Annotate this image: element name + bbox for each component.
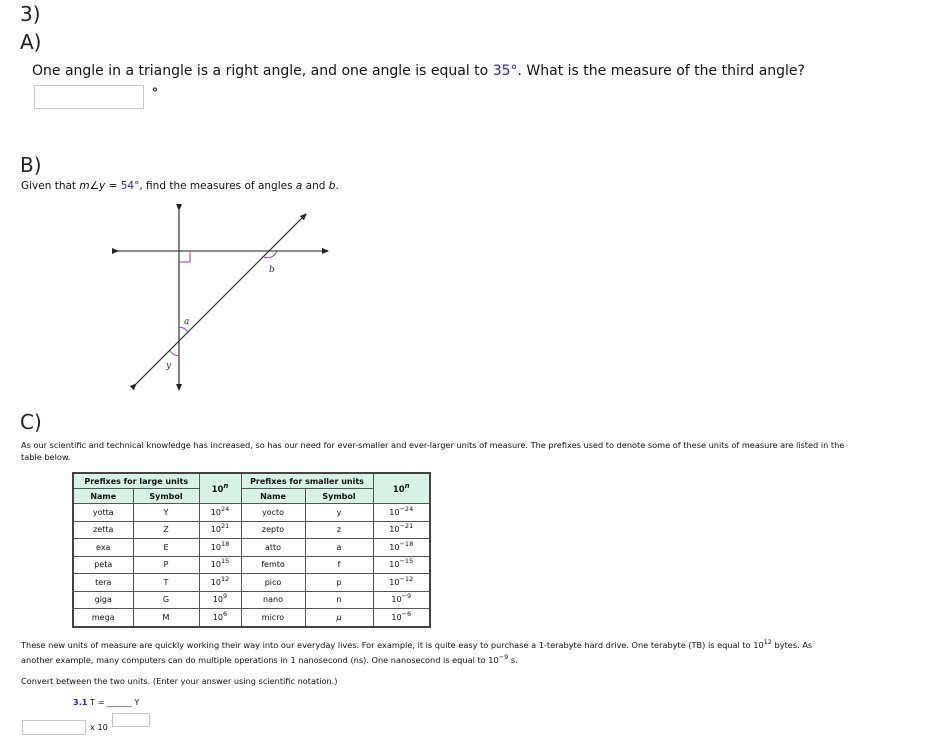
small-symbol: p bbox=[305, 574, 373, 592]
part-b-prompt bbox=[21, 180, 339, 192]
prompt-text: and bbox=[302, 180, 329, 192]
to-unit: Y bbox=[131, 697, 140, 707]
large-name: zetta bbox=[73, 521, 133, 539]
small-units-header: Prefixes for smaller units bbox=[241, 473, 373, 489]
table-row bbox=[73, 609, 430, 627]
small-name: zepto bbox=[241, 521, 305, 539]
small-power: $10^{-24}$ bbox=[373, 504, 430, 522]
para-text: s. bbox=[508, 655, 518, 665]
var-a: a bbox=[295, 180, 303, 192]
large-power: $10^{12}$ bbox=[199, 574, 241, 592]
large-name: exa bbox=[73, 539, 133, 557]
part-b-label: B) bbox=[20, 153, 42, 177]
angle-y-arc bbox=[170, 351, 179, 356]
table-row bbox=[73, 521, 430, 539]
small-symbol: μ bbox=[305, 609, 373, 627]
prompt-text: One angle in a triangle is a right angle, and one angle is equal to bbox=[32, 63, 493, 79]
small-power: $10^{-18}$ bbox=[373, 539, 430, 557]
small-symbol: y bbox=[305, 504, 373, 522]
large-power: $10^6$ bbox=[199, 609, 241, 627]
small-name: yocto bbox=[241, 504, 305, 522]
prompt-text: . What is the measure of the third angle? bbox=[517, 63, 805, 79]
label-a: a bbox=[184, 317, 190, 327]
col-symbol-large: Symbol bbox=[133, 489, 199, 504]
var-y: y bbox=[99, 180, 106, 192]
given-angle-value: 54° bbox=[120, 180, 140, 192]
small-power: $10^{-21}$ bbox=[373, 521, 430, 539]
blank: ______ bbox=[107, 697, 132, 707]
conversion-problem bbox=[73, 697, 139, 707]
prompt-text: , find the measures of angles bbox=[139, 180, 296, 192]
large-power: $10^9$ bbox=[199, 591, 241, 609]
col-name-large: Name bbox=[73, 489, 133, 504]
degree-unit: ° bbox=[152, 86, 158, 100]
small-symbol: f bbox=[305, 556, 373, 574]
intro-line-2: table below. bbox=[21, 452, 71, 462]
small-power: $10^{-9}$ bbox=[373, 591, 430, 609]
from-unit: T = bbox=[87, 697, 108, 707]
exponent: 12 bbox=[763, 638, 772, 646]
angle-b-arc bbox=[262, 251, 277, 258]
third-angle-input[interactable] bbox=[34, 85, 144, 109]
large-name: mega bbox=[73, 609, 133, 627]
var-b: b bbox=[328, 180, 336, 192]
large-units-header: Prefixes for large units bbox=[73, 473, 199, 489]
part-a-label: A) bbox=[20, 30, 42, 54]
transversal-line bbox=[136, 214, 306, 384]
exponent-input[interactable] bbox=[112, 713, 150, 727]
right-angle-marker bbox=[179, 251, 190, 262]
large-symbol: Y bbox=[133, 504, 199, 522]
large-symbol: G bbox=[133, 591, 199, 609]
large-name: yotta bbox=[73, 504, 133, 522]
question-number: 3) bbox=[20, 2, 41, 26]
power-header-small: 10$^n$ bbox=[373, 473, 430, 504]
table-row bbox=[73, 574, 430, 592]
small-symbol: a bbox=[305, 539, 373, 557]
large-power: $10^{21}$ bbox=[199, 521, 241, 539]
col-name-small: Name bbox=[241, 489, 305, 504]
large-symbol: T bbox=[133, 574, 199, 592]
para-text: another example, many computers can do multiple operations in 1 nanosecond (ns). One nanosecond is equal to 10 bbox=[21, 655, 499, 665]
small-name: femto bbox=[241, 556, 305, 574]
angle-a-arc bbox=[179, 327, 188, 332]
large-name: tera bbox=[73, 574, 133, 592]
para-text: These new units of measure are quickly working their way into our everyday lives. For example, it is quite easy to purchase a 1-terabyte hard drive. One terabyte (TB) is equal to 10 bbox=[21, 640, 764, 650]
small-name: pico bbox=[241, 574, 305, 592]
small-symbol: n bbox=[305, 591, 373, 609]
prefix-table bbox=[72, 472, 431, 628]
part-c-label: C) bbox=[20, 410, 42, 434]
problem-value: 3.1 bbox=[73, 697, 88, 707]
prompt-text: . bbox=[335, 180, 339, 192]
label-y: y bbox=[166, 361, 172, 371]
label-b: b bbox=[269, 265, 275, 275]
large-symbol: Z bbox=[133, 521, 199, 539]
instruction: Convert between the two units. (Enter your answer using scientific notation.) bbox=[21, 676, 338, 686]
angle-diagram bbox=[100, 200, 350, 400]
prompt-text: Given that bbox=[21, 180, 80, 192]
large-power: $10^{24}$ bbox=[199, 504, 241, 522]
exponent: −9 bbox=[498, 653, 509, 661]
part-a-prompt bbox=[32, 63, 805, 79]
large-power: $10^{18}$ bbox=[199, 539, 241, 557]
large-name: peta bbox=[73, 556, 133, 574]
large-name: giga bbox=[73, 591, 133, 609]
large-power: $10^{15}$ bbox=[199, 556, 241, 574]
mantissa-input[interactable] bbox=[22, 720, 86, 735]
times-ten-label: x 10 bbox=[90, 722, 108, 732]
given-angle-value: 35° bbox=[492, 63, 518, 79]
power-header-large: 10$^n$ bbox=[199, 473, 241, 504]
small-name: micro bbox=[241, 609, 305, 627]
equals: = bbox=[105, 180, 121, 192]
large-symbol: E bbox=[133, 539, 199, 557]
intro-line-1: As our scientific and technical knowledge has increased, so has our need for ever-smaller and ever-larger units of measure. The prefixes used to denote some of these units of measure are listed in the bbox=[21, 440, 845, 450]
small-power: $10^{-6}$ bbox=[373, 609, 430, 627]
col-symbol-small: Symbol bbox=[305, 489, 373, 504]
table-row bbox=[73, 556, 430, 574]
small-symbol: z bbox=[305, 521, 373, 539]
para-text: bytes. As bbox=[771, 640, 813, 650]
small-power: $10^{-12}$ bbox=[373, 574, 430, 592]
table-row bbox=[73, 591, 430, 609]
angle-symbol: ∠ bbox=[89, 180, 100, 192]
paragraph-line-2 bbox=[21, 655, 518, 665]
small-power: $10^{-15}$ bbox=[373, 556, 430, 574]
small-name: atto bbox=[241, 539, 305, 557]
large-symbol: P bbox=[133, 556, 199, 574]
table-row bbox=[73, 539, 430, 557]
large-symbol: M bbox=[133, 609, 199, 627]
table-row bbox=[73, 504, 430, 522]
var-m: m bbox=[79, 180, 90, 192]
small-name: nano bbox=[241, 591, 305, 609]
paragraph-line-1 bbox=[21, 640, 812, 650]
